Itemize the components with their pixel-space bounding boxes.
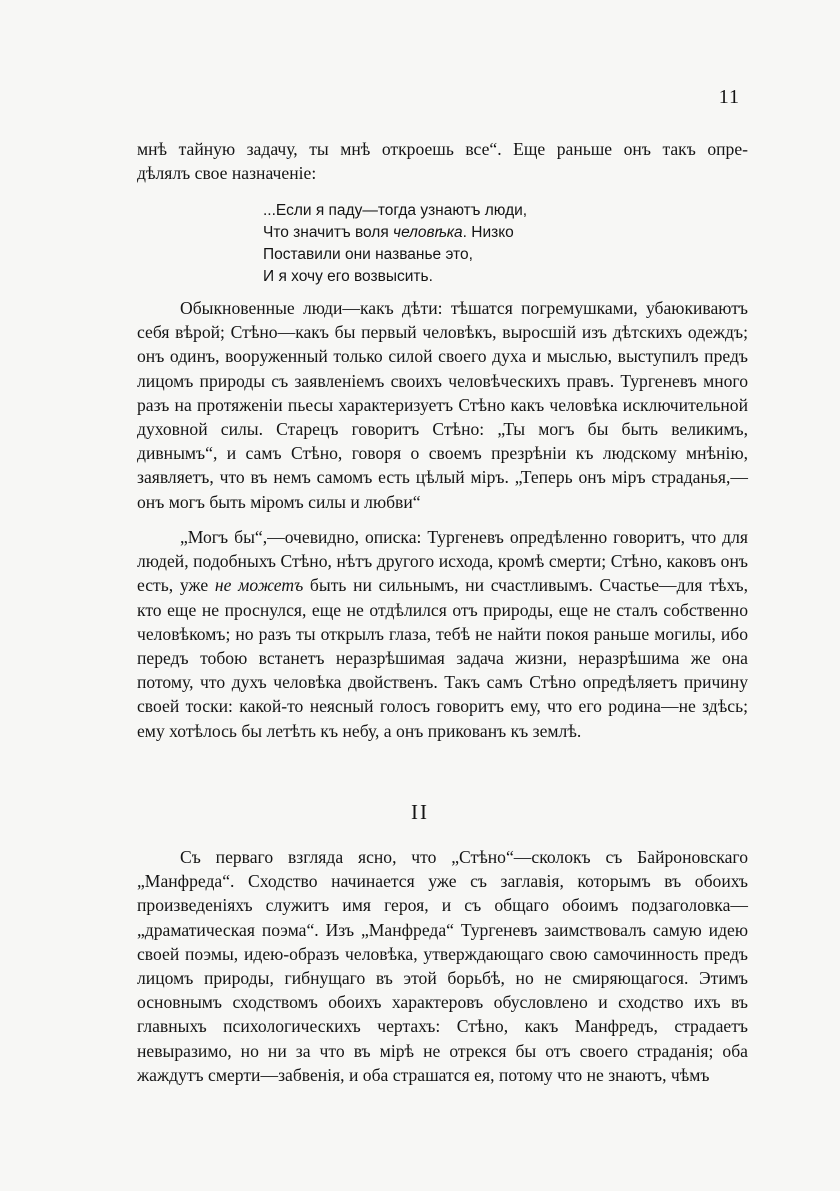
verse-line-2-end: . Низко [462,224,514,241]
paragraph-3-part-2: быть ни сильнымъ, ни счастливымъ. Счастье—для тѣхъ, кто еще не проснулся, еще не отдѣлился отъ природы, еще не сталъ собственно человѣкомъ; но разъ ты открылъ глаза, тебѣ не найти покоя раньше могилы, ибо передъ тобою встанетъ неразрѣшимая задача жизни, неразрѣшима же она потому, что духъ человѣка двойственъ. Такъ самъ Стѣно опредѣляетъ причину своей тоски: какой-то неясный голосъ говоритъ ему, что его родина—не здѣсь; ему хотѣлось бы летѣть къ небу, а онъ прикованъ къ землѣ. [137,575,749,741]
paragraph-2: Обыкновенные люди—какъ дѣти: тѣшатся погремушками, убаюкиваютъ себя вѣрой; Стѣно—какъ бы первый человѣкъ, выросшiй изъ дѣтскихъ одеждъ; онъ одинъ, вооруженный только силой своего духа и мыслью, выступилъ предъ лицомъ природы съ заявленiемъ своихъ человѣческихъ правъ. Тургеневъ много разъ на протяженiи пьесы характеризуетъ Стѣно какъ человѣка исключительной духовной силы. Старецъ говоритъ Стѣно: „Ты могъ бы быть великимъ, дивнымъ“, и самъ Стѣно, говоря о своемъ презрѣнiи къ людскому мнѣнiю, заявляетъ, что въ немъ самомъ есть цѣлый мiръ. „Теперь онъ мiръ страданья,—онъ могъ быть мiромъ силы и любви“ [137,298,748,512]
section-heading: II [411,800,429,824]
verse-emphasis: человѣка [393,224,463,241]
verse-line-2-start: Что значитъ воля [263,224,394,241]
paragraph-3-emphasis: не можетъ [214,575,304,596]
paragraph-3-part-1: „Могъ бы“,—очевидно, описка: Тургеневъ опредѣленно говоритъ, что для людей, подобныхъ Стѣно, нѣтъ другого исхода, кромѣ смерти; Стѣно, каковъ онъ есть, уже [137,527,748,596]
intro-line-1: мнѣ тайную задачу, ты мнѣ откроешь все“. Еще раньше онъ такъ опре- [137,139,748,159]
paragraph-4: Съ перваго взгляда ясно, что „Стѣно“—сколокъ съ Байроновскаго „Манфреда“. Сходство начинается уже съ заглавiя, которымъ въ обоихъ произведенiяхъ служитъ имя героя, и съ общаго обоимъ подзаголовка—„драматическая поэма“. Изъ „Манфреда“ Тургеневъ заимствовалъ самую идею своей поэмы, идею-образъ человѣка, утверждающаго свою самочинность предъ лицомъ природы, гибнущаго въ этой борьбѣ, но не смиряющагося. Этимъ основнымъ сходствомъ обоихъ характеровъ обусловлено и сходство ихъ въ главныхъ психологическихъ чертахъ: Стѣно, какъ Манфредъ, страдаетъ невыразимо, но ни за что въ мiрѣ не отрекся бы отъ своего страданiя; оба жаждутъ смерти—забвенiя, и оба страшатся ея, потому что не знаютъ, чѣмъ [137,847,748,1085]
verse-quotation [263,200,527,288]
intro-paragraph [137,137,748,185]
verse-line-1: ...Если я паду—тогда узнаютъ люди, [263,202,528,219]
verse-line-3: Поставили они названье это, [263,246,473,263]
verse-line-4: И я хочу его возвысить. [263,268,433,285]
paragraph-3 [137,525,748,743]
verse-line-2 [263,222,527,244]
intro-line-2: дѣлялъ свое назначенiе: [137,163,317,184]
page-number: 11 [718,86,740,108]
